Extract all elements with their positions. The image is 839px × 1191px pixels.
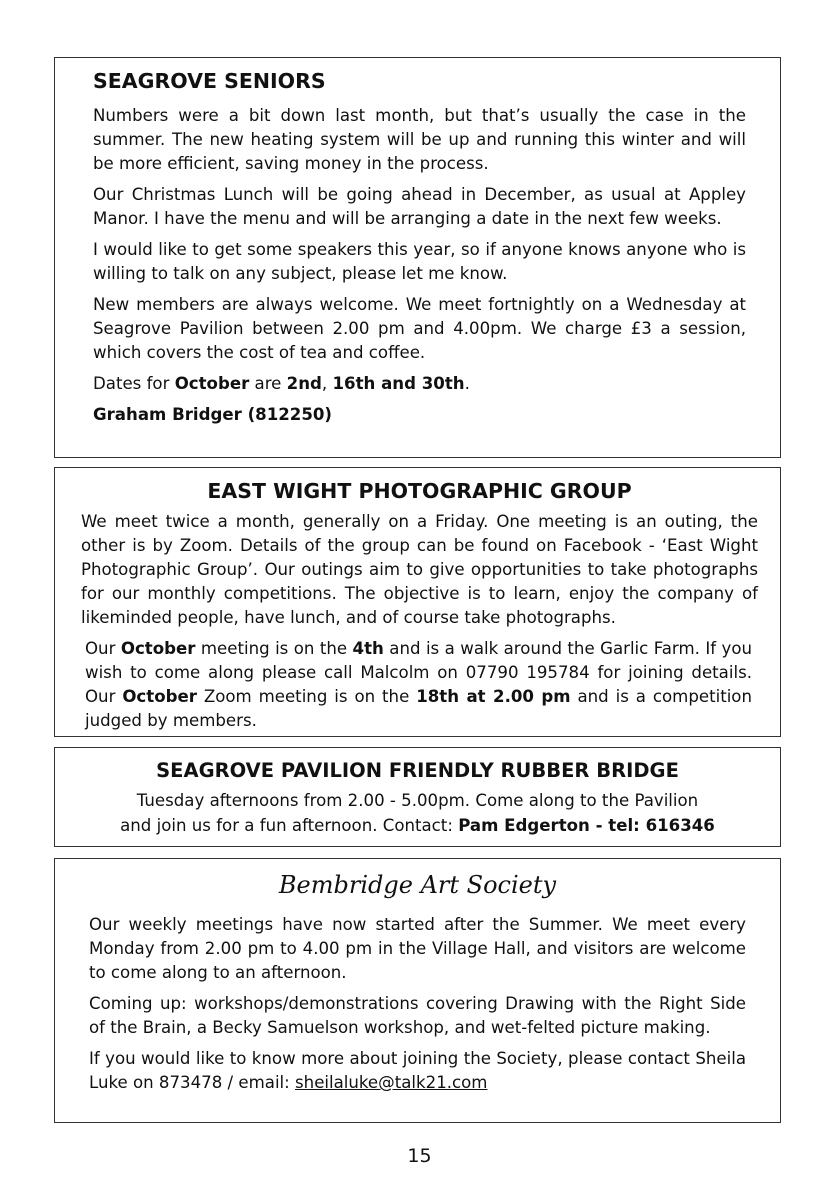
section-title: SEAGROVE PAVILION FRIENDLY RUBBER BRIDGE (156, 759, 679, 782)
bridge-line-2: and join us for a fun afternoon. Contact: Pam Edgerton - tel: 616346 (120, 816, 715, 835)
paragraph: Coming up: workshops/demonstrations covering Drawing with the Right Side of the Brain, a Becky Samuelson workshop, and wet-felted picture making. (89, 994, 746, 1037)
section-title: SEAGROVE SENIORS (93, 69, 326, 93)
bridge-contact: Pam Edgerton - tel: 616346 (458, 816, 715, 835)
bridge-line-1: Tuesday afternoons from 2.00 - 5.00pm. Come along to the Pavilion (136, 791, 699, 810)
page-number: 15 (407, 1145, 432, 1167)
seagrove-seniors-section (54, 57, 781, 458)
art-society-section (54, 858, 781, 1123)
paragraph: Our October meeting is on the 4th and is a walk around the Garlic Farm. If you wish to come along please call Malcolm on 07790 195784 for joining details. Our October Zoom meeting is on the 18th at 2.00 pm and is a competition judged by members. (85, 639, 752, 730)
paragraph: Numbers were a bit down last month, but that’s usually the case in the summer. The new heating system will be up and running this winter and will be more efficient, saving money in the process. (93, 106, 746, 173)
paragraph: Our weekly meetings have now started after the Summer. We meet every Monday from 2.00 pm to 4.00 pm in the Village Hall, and visitors are welcome to come along to an afternoon. (89, 915, 746, 982)
section-title: EAST WIGHT PHOTOGRAPHIC GROUP (207, 479, 632, 503)
paragraph: If you would like to know more about joining the Society, please contact Sheila Luke on 873478 / email: sheilaluke@talk21.com (89, 1049, 746, 1092)
rubber-bridge-section (54, 747, 781, 847)
photographic-group-section (54, 467, 781, 737)
contact-phone: (812250) (241, 405, 333, 424)
paragraph: New members are always welcome. We meet fortnightly on a Wednesday at Seagrove Pavilion between 2.00 pm and 4.00pm. We charge £3 a session, which covers the cost of tea and coffee. (93, 295, 746, 362)
section-title: Bembridge Art Society (278, 871, 557, 899)
contact-name: Graham Bridger (93, 405, 242, 424)
dates-line: Dates for October are 2nd, 16th and 30th. (93, 374, 470, 393)
paragraph: We meet twice a month, generally on a Friday. One meeting is an outing, the other is by Zoom. Details of the group can be found on Facebook - ‘East Wight Photographic Group’. Our outings aim to give opportunities to take photographs for our monthly competitions. The objective is to learn, enjoy the company of likeminded people, have lunch, and of course take photographs. (81, 512, 758, 627)
email-link[interactable]: sheilaluke@talk21.com (295, 1073, 488, 1092)
paragraph: I would like to get some speakers this year, so if anyone knows anyone who is willing to talk on any subject, please let me know. (93, 240, 746, 283)
paragraph: Our Christmas Lunch will be going ahead in December, as usual at Appley Manor. I have the menu and will be arranging a date in the next few weeks. (93, 185, 746, 228)
contact-line (93, 403, 746, 427)
